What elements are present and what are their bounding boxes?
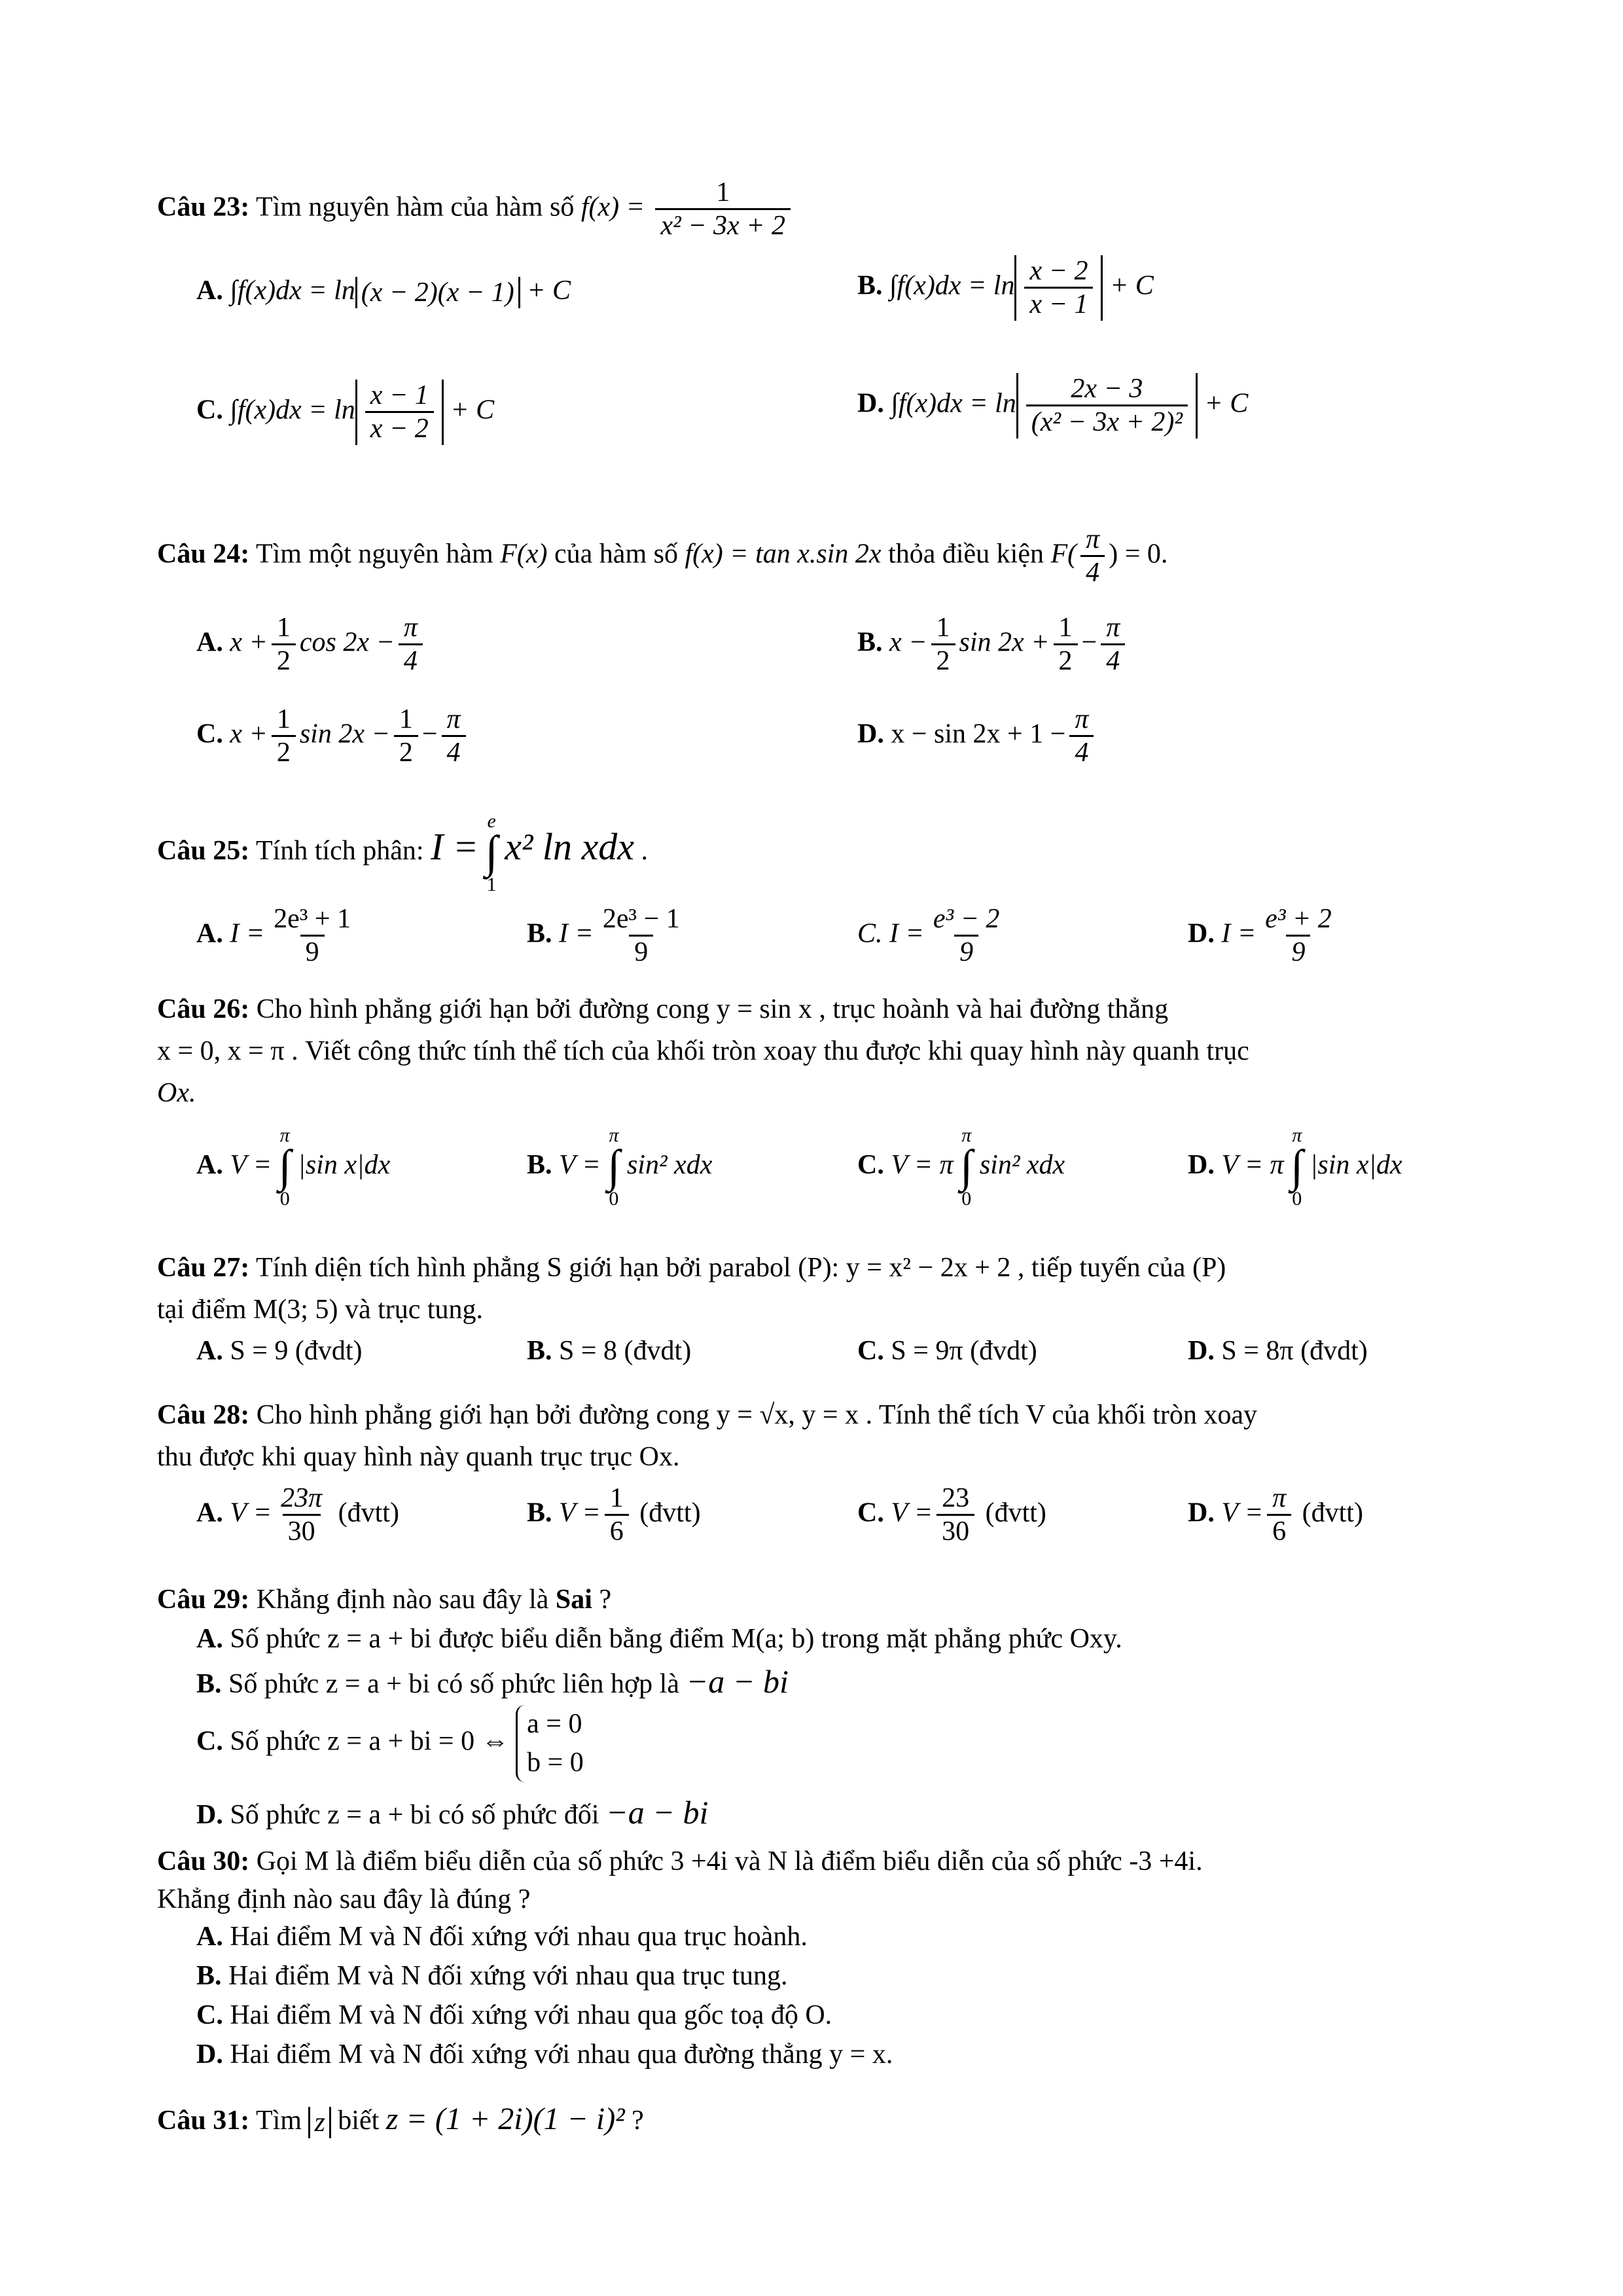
question-24: Câu 24: Tìm một nguyên hàm F(x) của hàm số f(x) = tan x.sin 2x thỏa điều kiện F( $\frac{\pi}{4}$ ) = 0. bbox=[157, 524, 1168, 588]
question-30: Câu 30: Gọi M là điểm biểu diễn của số phức 3 +4i và N là điểm biểu diễn của số phức -3 +4i. Khẳng định nào sau đây là đúng ? bbox=[157, 1846, 1203, 1914]
option-d[interactable]: D. S = 8π (đvdt) bbox=[1188, 1336, 1368, 1366]
fraction: $\frac{1}{\text{x² − 3x + 2}}$ bbox=[655, 177, 791, 242]
option-d[interactable]: D. x − sin 2x + 1 − $\frac{\pi}{4}$ bbox=[857, 704, 1097, 769]
option-a[interactable]: A. x + $\frac{1}{2}$ cos 2x − $\frac{\pi}{4}$ bbox=[196, 612, 427, 677]
function-expr: f(x) = bbox=[580, 192, 645, 223]
integral-sign: π ∫ 0 bbox=[607, 1124, 620, 1210]
integral-sign: π ∫ 0 bbox=[278, 1124, 291, 1210]
integral-sign: e ∫ 1 bbox=[485, 810, 498, 895]
option-d[interactable]: D. I = $\frac{\text{e³ + 2}}{9}$ bbox=[1188, 904, 1332, 968]
integral-sign: π ∫ 0 bbox=[1291, 1124, 1304, 1210]
question-23 bbox=[157, 177, 794, 242]
option-c[interactable]: C. x + $\frac{1}{2}$ sin 2x − $\frac{1}{2}$ − $\frac{\pi}{4}$ bbox=[196, 704, 470, 769]
option-c[interactable]: C. V = π π ∫ 0 sin² xdx bbox=[857, 1124, 1065, 1210]
absolute-value: $\frac{x - 2}{x - 1}$ bbox=[1014, 255, 1103, 321]
question-label: Câu 28: bbox=[157, 1400, 250, 1430]
question-label: Câu 26: bbox=[157, 994, 250, 1024]
option-b[interactable]: B. V = $\frac{1}{6}$ (đvtt) bbox=[527, 1483, 701, 1547]
option-d[interactable]: D. V = π π ∫ 0 |sin x|dx bbox=[1188, 1124, 1402, 1210]
option-c[interactable]: C. S = 9π (đvdt) bbox=[857, 1336, 1037, 1366]
option-d[interactable]: D. Hai điểm M và N đối xứng với nhau qua đường thẳng y = x. bbox=[196, 2039, 893, 2070]
question-31: Câu 31: Tìm z biết z = (1 + 2i)(1 − i)² ? bbox=[157, 2102, 644, 2138]
absolute-value: (x − 2)(x − 1) bbox=[355, 277, 520, 308]
question-26: Câu 26: Cho hình phẳng giới hạn bởi đường cong y = sin x , trục hoành và hai đường thẳng x = 0, x = π . Viết công thức tính thể tích của khối tròn xoay thu được khi quay hình này quanh trục Ox. bbox=[157, 994, 1249, 1108]
option-a[interactable]: A. S = 9 (đvdt) bbox=[196, 1336, 363, 1366]
option-b[interactable]: B. x − $\frac{1}{2}$ sin 2x + $\frac{1}{2}$ − $\frac{\pi}{4}$ bbox=[857, 612, 1129, 677]
option-d[interactable]: D. Số phức z = a + bi có số phức đối −a − bi bbox=[196, 1794, 709, 1831]
question-27: Câu 27: Tính diện tích hình phẳng S giới hạn bởi parabol (P): y = x² − 2x + 2 , tiếp tuyến của (P) tại điểm M(3; 5) và trục tung. bbox=[157, 1253, 1226, 1325]
question-25: Câu 25: Tính tích phân: I = e ∫ 1 x² ln xdx . bbox=[157, 810, 648, 895]
option-a[interactable]: A. Số phức z = a + bi được biểu diễn bằng điểm M(a; b) trong mặt phẳng phức Oxy. bbox=[196, 1624, 1122, 1654]
integral-sign: π ∫ 0 bbox=[960, 1124, 973, 1210]
option-c[interactable]: C. I = $\frac{\text{e³ − 2}}{9}$ bbox=[857, 904, 1000, 968]
question-label: Câu 23: bbox=[157, 192, 250, 223]
option-c[interactable]: C. ∫f(x)dx = ln $\frac{x - 1}{x - 2}$ + C bbox=[196, 380, 495, 444]
option-c[interactable]: C. Số phức z = a + bi = 0 ⇔ a = 0 b = 0 bbox=[196, 1705, 584, 1782]
absolute-value: z bbox=[308, 2107, 330, 2138]
question-label: Câu 30: bbox=[157, 1846, 250, 1876]
question-label: Câu 31: bbox=[157, 2106, 250, 2136]
question-label: Câu 27: bbox=[157, 1253, 250, 1283]
option-a[interactable]: A. Hai điểm M và N đối xứng với nhau qua trục hoành. bbox=[196, 1922, 808, 1952]
option-a[interactable]: A. ∫f(x)dx = ln (x − 2)(x − 1) + C bbox=[196, 276, 571, 308]
system-brace: a = 0 b = 0 bbox=[516, 1705, 584, 1782]
option-c[interactable]: C. V = $\frac{23}{30}$ (đvtt) bbox=[857, 1483, 1046, 1547]
question-28: Câu 28: Cho hình phẳng giới hạn bởi đường cong y = √x, y = x . Tính thể tích V của khối tròn xoay thu được khi quay hình này quanh trục trục Ox. bbox=[157, 1400, 1258, 1472]
question-label: Câu 25: bbox=[157, 835, 250, 866]
option-b[interactable]: B. Số phức z = a + bi có số phức liên hợp là −a − bi bbox=[196, 1663, 789, 1700]
option-a[interactable]: A. V = π ∫ 0 |sin x|dx bbox=[196, 1124, 391, 1210]
question-label: Câu 24: bbox=[157, 539, 250, 569]
option-a[interactable]: A. V = $\frac{23\pi}{30}$ (đvtt) bbox=[196, 1483, 399, 1547]
option-b[interactable]: B. V = π ∫ 0 sin² xdx bbox=[527, 1124, 713, 1210]
option-b[interactable]: B. Hai điểm M và N đối xứng với nhau qua trục tung. bbox=[196, 1961, 788, 1991]
option-d[interactable]: D. V = $\frac{\pi}{6}$ (đvtt) bbox=[1188, 1483, 1363, 1547]
option-b[interactable]: B. ∫f(x)dx = ln $\frac{x - 2}{x - 1}$ + C bbox=[857, 256, 1154, 320]
question-text: Tìm nguyên hàm của hàm số bbox=[255, 192, 575, 223]
absolute-value: $\frac{x - 1}{x - 2}$ bbox=[355, 380, 444, 445]
absolute-value: $\frac{2x - 3}{\text{(x² − 3x + 2)²}}$ bbox=[1016, 373, 1198, 439]
option-c[interactable]: C. Hai điểm M và N đối xứng với nhau qua gốc toạ độ O. bbox=[196, 2000, 832, 2030]
question-29: Câu 29: Khẳng định nào sau đây là Sai ? bbox=[157, 1585, 612, 1615]
option-d[interactable]: D. ∫f(x)dx = ln $\frac{2x - 3}{\text{(x² − 3x + 2)²}}$ + C bbox=[857, 374, 1249, 438]
question-label: Câu 29: bbox=[157, 1585, 250, 1615]
option-b[interactable]: B. I = $\frac{\text{2e³ − 1}}{9}$ bbox=[527, 904, 680, 968]
option-b[interactable]: B. S = 8 (đvdt) bbox=[527, 1336, 692, 1366]
option-a[interactable]: A. I = $\frac{\text{2e³ + 1}}{9}$ bbox=[196, 904, 351, 968]
